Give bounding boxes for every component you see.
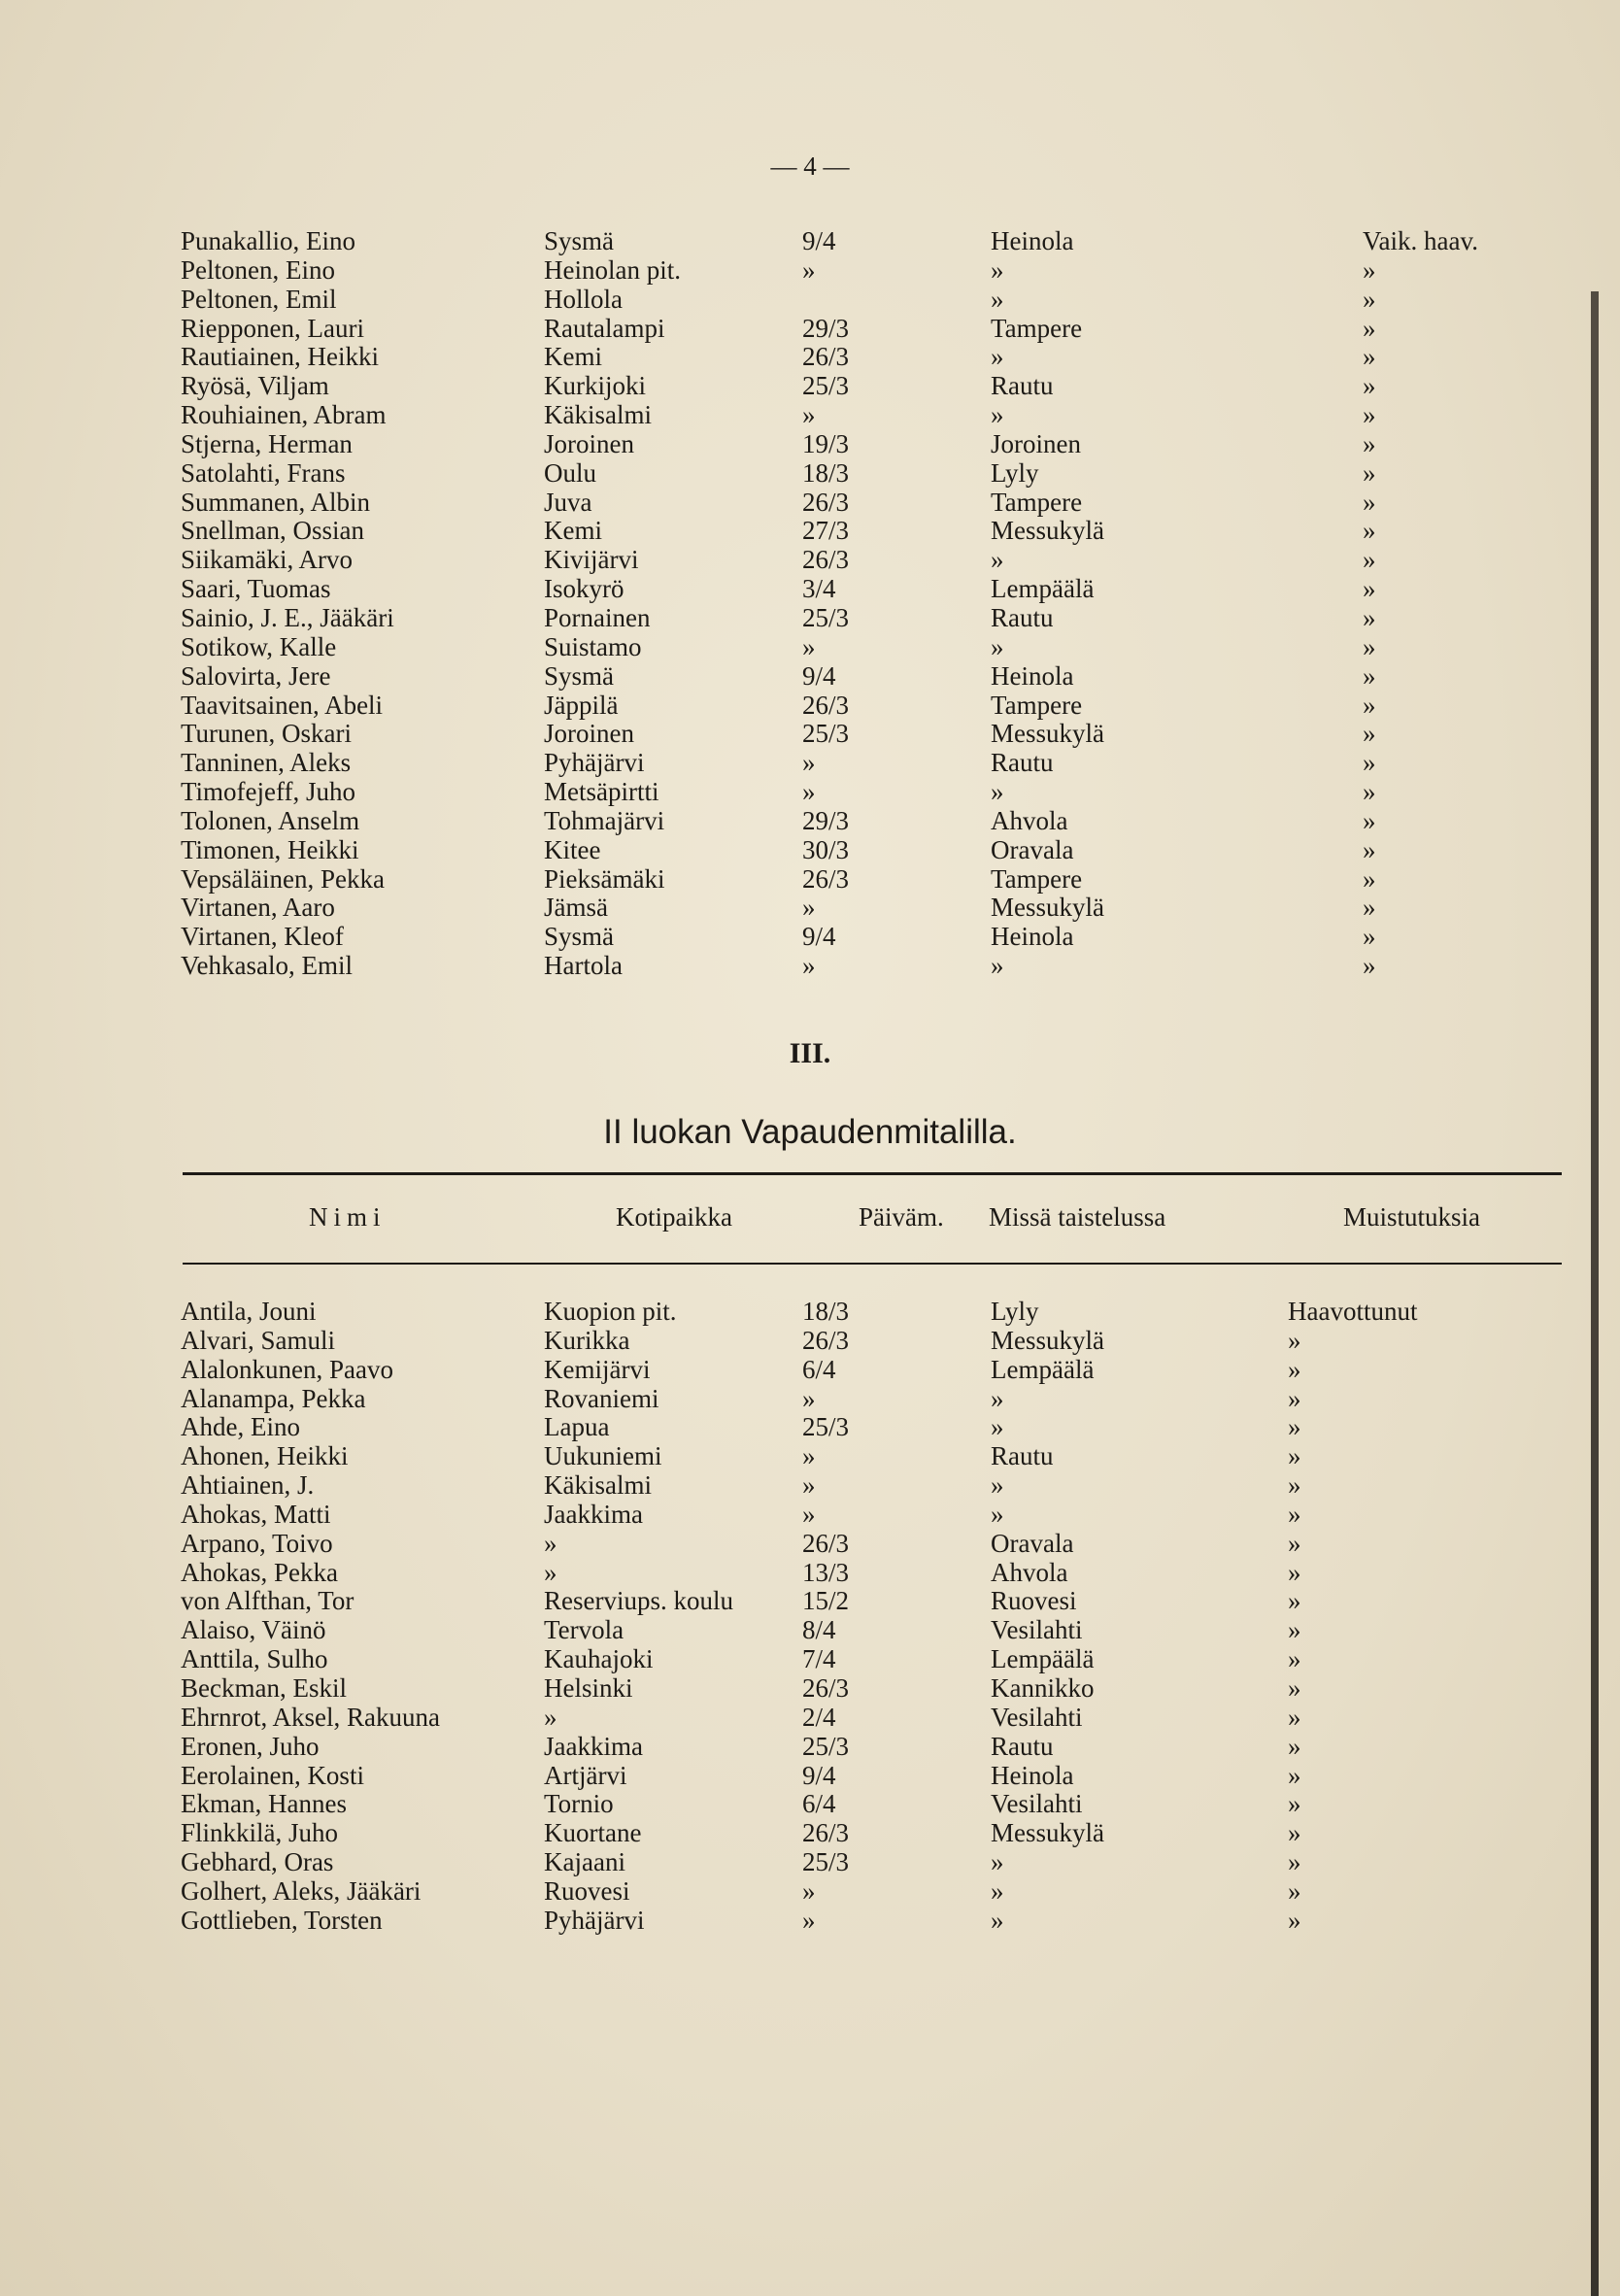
cell-note: » [1363, 284, 1376, 314]
list-item [0, 546, 1620, 575]
cell-name: Rouhiainen, Abram [181, 400, 387, 430]
cell-place: Pieksämäki [544, 863, 665, 894]
cell-battle: Oravala [991, 1528, 1074, 1558]
list-item [0, 1848, 1620, 1877]
cell-place: Jaakkima [544, 1499, 643, 1529]
cell-battle: » [991, 545, 1004, 575]
cell-note: » [1363, 400, 1376, 430]
cell-date: 25/3 [802, 1412, 850, 1442]
list-item [0, 1298, 1620, 1327]
cell-place: Jämsä [544, 893, 608, 923]
cell-note: » [1363, 690, 1376, 720]
cell-place: Pyhäjärvi [544, 1905, 645, 1935]
cell-note: » [1363, 487, 1376, 517]
cell-note: » [1363, 254, 1376, 285]
cell-place: Kurikka [544, 1325, 630, 1355]
list-item [0, 459, 1620, 489]
list-item [0, 894, 1620, 923]
cell-name: Ahde, Eino [181, 1412, 300, 1442]
cell-date: 7/4 [802, 1644, 836, 1674]
cell-place: Kajaani [544, 1847, 625, 1877]
cell-name: Vehkasalo, Emil [181, 951, 353, 981]
cell-name: Saari, Tuomas [181, 574, 331, 604]
cell-place: Artjärvi [544, 1760, 627, 1790]
cell-name: Ehrnrot, Aksel, Rakuuna [181, 1702, 440, 1732]
cell-place: Jaakkima [544, 1731, 643, 1761]
cell-note: » [1288, 1325, 1301, 1355]
cell-date: 30/3 [802, 834, 850, 864]
list-item [0, 836, 1620, 865]
section-title: II luokan Vapaudenmitalilla. [603, 1113, 1017, 1151]
cell-note: » [1288, 1644, 1301, 1674]
cell-name: Anttila, Sulho [181, 1644, 328, 1674]
cell-note: » [1363, 602, 1376, 632]
cell-name: Antila, Jouni [181, 1297, 317, 1326]
cell-note: » [1363, 893, 1376, 923]
cell-date: » [802, 1470, 816, 1501]
cell-note: » [1288, 1731, 1301, 1761]
cell-date: 6/4 [802, 1354, 836, 1384]
cell-place: Suistamo [544, 631, 642, 661]
cell-place: Kemi [544, 516, 602, 546]
list-item [0, 343, 1620, 372]
cell-battle: » [991, 1383, 1004, 1413]
list-item [0, 1645, 1620, 1674]
cell-place: Sysmä [544, 922, 615, 952]
cell-note: » [1363, 834, 1376, 864]
cell-place: Kemijärvi [544, 1354, 651, 1384]
cell-battle: Messukylä [991, 719, 1104, 749]
cell-place: Käkisalmi [544, 1470, 652, 1501]
cell-place: » [544, 1557, 557, 1587]
list-item [0, 720, 1620, 749]
cell-name: Summanen, Albin [181, 487, 370, 517]
cell-battle: » [991, 284, 1004, 314]
cell-battle: Rautu [991, 1731, 1054, 1761]
cell-date: » [802, 1441, 816, 1471]
cell-date: 8/4 [802, 1615, 836, 1645]
cell-note: » [1288, 1383, 1301, 1413]
cell-note: » [1288, 1702, 1301, 1732]
cell-name: Ahokas, Pekka [181, 1557, 338, 1587]
header-name: Nimi [309, 1202, 387, 1232]
cell-note: » [1288, 1905, 1301, 1935]
cell-name: Beckman, Eskil [181, 1672, 347, 1703]
cell-battle: Lyly [991, 1297, 1039, 1326]
cell-name: Ahonen, Heikki [181, 1441, 349, 1471]
list-item [0, 1501, 1620, 1530]
cell-date: 26/3 [802, 342, 850, 372]
cell-place: Reserviups. koulu [544, 1586, 733, 1616]
cell-name: Tanninen, Aleks [181, 748, 352, 778]
cell-battle: Tampere [991, 487, 1083, 517]
cell-battle: Rautu [991, 1441, 1054, 1471]
cell-date: 26/3 [802, 1325, 850, 1355]
cell-name: Punakallio, Eino [181, 226, 355, 255]
cell-note: » [1288, 1412, 1301, 1442]
cell-note: » [1363, 719, 1376, 749]
page-number: — 4 — [770, 152, 850, 181]
list-item [0, 401, 1620, 430]
cell-place: Juva [544, 487, 592, 517]
list-item [0, 1413, 1620, 1442]
cell-name: Alaiso, Väinö [181, 1615, 326, 1645]
cell-date: » [802, 1499, 816, 1529]
cell-date: » [802, 893, 816, 923]
cell-name: Riepponen, Lauri [181, 313, 364, 343]
cell-place: Käkisalmi [544, 400, 652, 430]
cell-battle: Lempäälä [991, 1644, 1095, 1674]
cell-date: 6/4 [802, 1789, 836, 1819]
cell-battle: Tampere [991, 690, 1083, 720]
cell-note: » [1288, 1441, 1301, 1471]
cell-note: » [1363, 922, 1376, 952]
cell-place: Tohmajärvi [544, 805, 665, 835]
cell-name: Stjerna, Herman [181, 428, 353, 458]
cell-date: 26/3 [802, 1528, 850, 1558]
cell-date: 9/4 [802, 226, 836, 255]
cell-place: Rautalampi [544, 313, 665, 343]
list-item [0, 1356, 1620, 1385]
cell-battle: Lyly [991, 457, 1039, 488]
list-item [0, 778, 1620, 807]
cell-note: » [1288, 1470, 1301, 1501]
cell-date: 9/4 [802, 1760, 836, 1790]
cell-name: Eerolainen, Kosti [181, 1760, 364, 1790]
cell-place: » [544, 1528, 557, 1558]
header-place: Kotipaikka [616, 1202, 732, 1232]
cell-name: Peltonen, Emil [181, 284, 337, 314]
cell-date: 25/3 [802, 719, 850, 749]
cell-name: Golhert, Aleks, Jääkäri [181, 1875, 422, 1906]
section1-list [0, 227, 1620, 981]
cell-battle: Ahvola [991, 805, 1068, 835]
cell-place: Kurkijoki [544, 371, 646, 401]
cell-date: 13/3 [802, 1557, 850, 1587]
cell-note: » [1363, 777, 1376, 807]
cell-battle: Oravala [991, 834, 1074, 864]
cell-battle: Heinola [991, 660, 1074, 691]
cell-place: Oulu [544, 457, 596, 488]
list-item [0, 1733, 1620, 1762]
list-item [0, 1327, 1620, 1356]
cell-name: Ryösä, Viljam [181, 371, 329, 401]
cell-note: » [1363, 631, 1376, 661]
cell-battle: Messukylä [991, 516, 1104, 546]
cell-date: 26/3 [802, 487, 850, 517]
cell-name: Sotikow, Kalle [181, 631, 337, 661]
cell-battle: » [991, 951, 1004, 981]
cell-name: Sainio, J. E., Jääkäri [181, 602, 394, 632]
cell-name: Peltonen, Eino [181, 254, 335, 285]
cell-note: » [1363, 371, 1376, 401]
cell-date: 15/2 [802, 1586, 850, 1616]
cell-note: » [1288, 1615, 1301, 1645]
cell-note: » [1363, 574, 1376, 604]
cell-name: Timofejeff, Juho [181, 777, 356, 807]
cell-date: 29/3 [802, 313, 850, 343]
cell-place: Kauhajoki [544, 1644, 654, 1674]
cell-date: » [802, 1383, 816, 1413]
cell-place: » [544, 1702, 557, 1732]
cell-name: Gebhard, Oras [181, 1847, 334, 1877]
list-item [0, 662, 1620, 692]
list-item [0, 489, 1620, 518]
list-item [0, 1819, 1620, 1848]
cell-name: Snellman, Ossian [181, 516, 364, 546]
list-item [0, 1790, 1620, 1819]
list-item [0, 1762, 1620, 1791]
cell-battle: Kannikko [991, 1672, 1095, 1703]
list-item [0, 286, 1620, 315]
cell-note: » [1288, 1818, 1301, 1848]
cell-name: Salovirta, Jere [181, 660, 331, 691]
cell-battle: » [991, 1847, 1004, 1877]
cell-battle: Vesilahti [991, 1702, 1083, 1732]
list-item [0, 1530, 1620, 1559]
cell-name: Alalonkunen, Paavo [181, 1354, 393, 1384]
cell-battle: » [991, 631, 1004, 661]
list-item [0, 1877, 1620, 1907]
cell-place: Sysmä [544, 660, 615, 691]
cell-place: Kitee [544, 834, 601, 864]
list-item [0, 1704, 1620, 1733]
cell-name: Alvari, Samuli [181, 1325, 335, 1355]
cell-note: » [1363, 951, 1376, 981]
cell-battle: Rautu [991, 748, 1054, 778]
cell-place: Lapua [544, 1412, 610, 1442]
list-item [0, 256, 1620, 286]
cell-date: 26/3 [802, 1672, 850, 1703]
cell-note: » [1363, 313, 1376, 343]
list-item [0, 865, 1620, 895]
cell-name: Turunen, Oskari [181, 719, 353, 749]
list-item [0, 749, 1620, 778]
list-item [0, 1442, 1620, 1471]
header-date: Päiväm. [859, 1202, 944, 1232]
cell-battle: Messukylä [991, 893, 1104, 923]
cell-battle: Messukylä [991, 1325, 1104, 1355]
section-numeral: III. [789, 1037, 831, 1069]
cell-battle: Heinola [991, 226, 1074, 255]
header-rule-top [183, 1172, 1562, 1175]
cell-place: Pornainen [544, 602, 651, 632]
cell-place: Jäppilä [544, 690, 619, 720]
cell-note: » [1363, 660, 1376, 691]
list-item [0, 517, 1620, 546]
cell-battle: » [991, 400, 1004, 430]
cell-date: 27/3 [802, 516, 850, 546]
cell-date: 3/4 [802, 574, 836, 604]
cell-place: Sysmä [544, 226, 615, 255]
cell-date: 26/3 [802, 1818, 850, 1848]
cell-place: Rovaniemi [544, 1383, 659, 1413]
cell-name: Taavitsainen, Abeli [181, 690, 384, 720]
header-battle: Missä taistelussa [989, 1202, 1166, 1232]
cell-place: Metsäpirtti [544, 777, 659, 807]
list-item [0, 430, 1620, 459]
cell-note: » [1363, 428, 1376, 458]
cell-place: Uukuniemi [544, 1441, 662, 1471]
cell-date: 26/3 [802, 863, 850, 894]
cell-date: 18/3 [802, 1297, 850, 1326]
list-item [0, 692, 1620, 721]
cell-date: 29/3 [802, 805, 850, 835]
cell-note: » [1288, 1760, 1301, 1790]
cell-date: » [802, 1875, 816, 1906]
cell-note: » [1363, 863, 1376, 894]
cell-name: Rautiainen, Heikki [181, 342, 379, 372]
list-item [0, 1385, 1620, 1414]
list-item [0, 923, 1620, 952]
cell-place: Joroinen [544, 719, 634, 749]
list-item [0, 1587, 1620, 1616]
cell-place: Kivijärvi [544, 545, 639, 575]
cell-battle: » [991, 1470, 1004, 1501]
cell-battle: » [991, 1905, 1004, 1935]
cell-note: Haavottunut [1288, 1297, 1418, 1326]
cell-note: Vaik. haav. [1363, 226, 1478, 255]
cell-date: 9/4 [802, 660, 836, 691]
cell-name: Arpano, Toivo [181, 1528, 333, 1558]
cell-name: Alanampa, Pekka [181, 1383, 366, 1413]
cell-date: 25/3 [802, 371, 850, 401]
cell-note: » [1363, 748, 1376, 778]
cell-name: Eronen, Juho [181, 1731, 320, 1761]
cell-battle: » [991, 254, 1004, 285]
cell-note: » [1288, 1789, 1301, 1819]
cell-date: 25/3 [802, 602, 850, 632]
cell-battle: » [991, 1499, 1004, 1529]
list-item [0, 1471, 1620, 1501]
cell-date: » [802, 951, 816, 981]
list-item [0, 1907, 1620, 1936]
cell-date: » [802, 400, 816, 430]
cell-date: 9/4 [802, 922, 836, 952]
cell-battle: » [991, 342, 1004, 372]
cell-battle: Tampere [991, 863, 1083, 894]
cell-name: Siikamäki, Arvo [181, 545, 353, 575]
list-item [0, 807, 1620, 836]
list-item [0, 952, 1620, 981]
cell-date: » [802, 1905, 816, 1935]
cell-note: » [1363, 805, 1376, 835]
cell-battle: » [991, 777, 1004, 807]
cell-place: Heinolan pit. [544, 254, 681, 285]
cell-note: » [1288, 1557, 1301, 1587]
cell-name: Ahokas, Matti [181, 1499, 331, 1529]
cell-place: Kemi [544, 342, 602, 372]
cell-battle: Tampere [991, 313, 1083, 343]
cell-place: Hollola [544, 284, 623, 314]
cell-date: 19/3 [802, 428, 850, 458]
cell-date: 25/3 [802, 1731, 850, 1761]
cell-battle: Ahvola [991, 1557, 1068, 1587]
list-item [0, 1674, 1620, 1704]
cell-date: » [802, 748, 816, 778]
cell-battle: Heinola [991, 922, 1074, 952]
list-item [0, 315, 1620, 344]
cell-note: » [1288, 1528, 1301, 1558]
cell-battle: » [991, 1875, 1004, 1906]
cell-note: » [1363, 545, 1376, 575]
cell-place: Pyhäjärvi [544, 748, 645, 778]
cell-name: Ekman, Hannes [181, 1789, 347, 1819]
list-item [0, 575, 1620, 604]
cell-note: » [1288, 1847, 1301, 1877]
cell-battle: Heinola [991, 1760, 1074, 1790]
cell-note: » [1288, 1586, 1301, 1616]
cell-date: » [802, 254, 816, 285]
list-item [0, 1616, 1620, 1645]
section2-list [0, 1298, 1620, 1936]
cell-date: 26/3 [802, 545, 850, 575]
list-item [0, 372, 1620, 401]
cell-note: » [1288, 1499, 1301, 1529]
cell-note: » [1288, 1672, 1301, 1703]
cell-name: Ahtiainen, J. [181, 1470, 315, 1501]
cell-note: » [1288, 1354, 1301, 1384]
list-item [0, 227, 1620, 256]
cell-name: Satolahti, Frans [181, 457, 346, 488]
cell-date: » [802, 777, 816, 807]
cell-place: Tervola [544, 1615, 624, 1645]
cell-note: » [1288, 1875, 1301, 1906]
cell-name: von Alfthan, Tor [181, 1586, 354, 1616]
cell-battle: Vesilahti [991, 1615, 1083, 1645]
cell-name: Gottlieben, Torsten [181, 1905, 383, 1935]
list-item [0, 633, 1620, 662]
header-note: Muistutuksia [1343, 1202, 1481, 1232]
cell-place: Isokyrö [544, 574, 624, 604]
cell-name: Vepsäläinen, Pekka [181, 863, 385, 894]
cell-battle: Rautu [991, 602, 1054, 632]
cell-place: Kuopion pit. [544, 1297, 677, 1326]
cell-place: Kuortane [544, 1818, 642, 1848]
header-rule-bottom [183, 1263, 1562, 1265]
cell-date: 26/3 [802, 690, 850, 720]
cell-place: Hartola [544, 951, 623, 981]
cell-name: Tolonen, Anselm [181, 805, 360, 835]
cell-place: Ruovesi [544, 1875, 630, 1906]
cell-place: Helsinki [544, 1672, 633, 1703]
cell-note: » [1363, 342, 1376, 372]
cell-note: » [1363, 516, 1376, 546]
list-item [0, 604, 1620, 633]
list-item [0, 1559, 1620, 1588]
cell-battle: Lempäälä [991, 1354, 1095, 1384]
cell-name: Flinkkilä, Juho [181, 1818, 339, 1848]
cell-date: 2/4 [802, 1702, 836, 1732]
cell-place: Tornio [544, 1789, 614, 1819]
cell-battle: Ruovesi [991, 1586, 1077, 1616]
cell-battle: Vesilahti [991, 1789, 1083, 1819]
cell-name: Virtanen, Kleof [181, 922, 344, 952]
cell-battle: Messukylä [991, 1818, 1104, 1848]
cell-name: Virtanen, Aaro [181, 893, 335, 923]
cell-place: Joroinen [544, 428, 634, 458]
cell-battle: Rautu [991, 371, 1054, 401]
cell-battle: Joroinen [991, 428, 1081, 458]
cell-date: » [802, 631, 816, 661]
cell-battle: » [991, 1412, 1004, 1442]
cell-date: 18/3 [802, 457, 850, 488]
cell-note: » [1363, 457, 1376, 488]
cell-name: Timonen, Heikki [181, 834, 359, 864]
cell-date: 25/3 [802, 1847, 850, 1877]
cell-battle: Lempäälä [991, 574, 1095, 604]
